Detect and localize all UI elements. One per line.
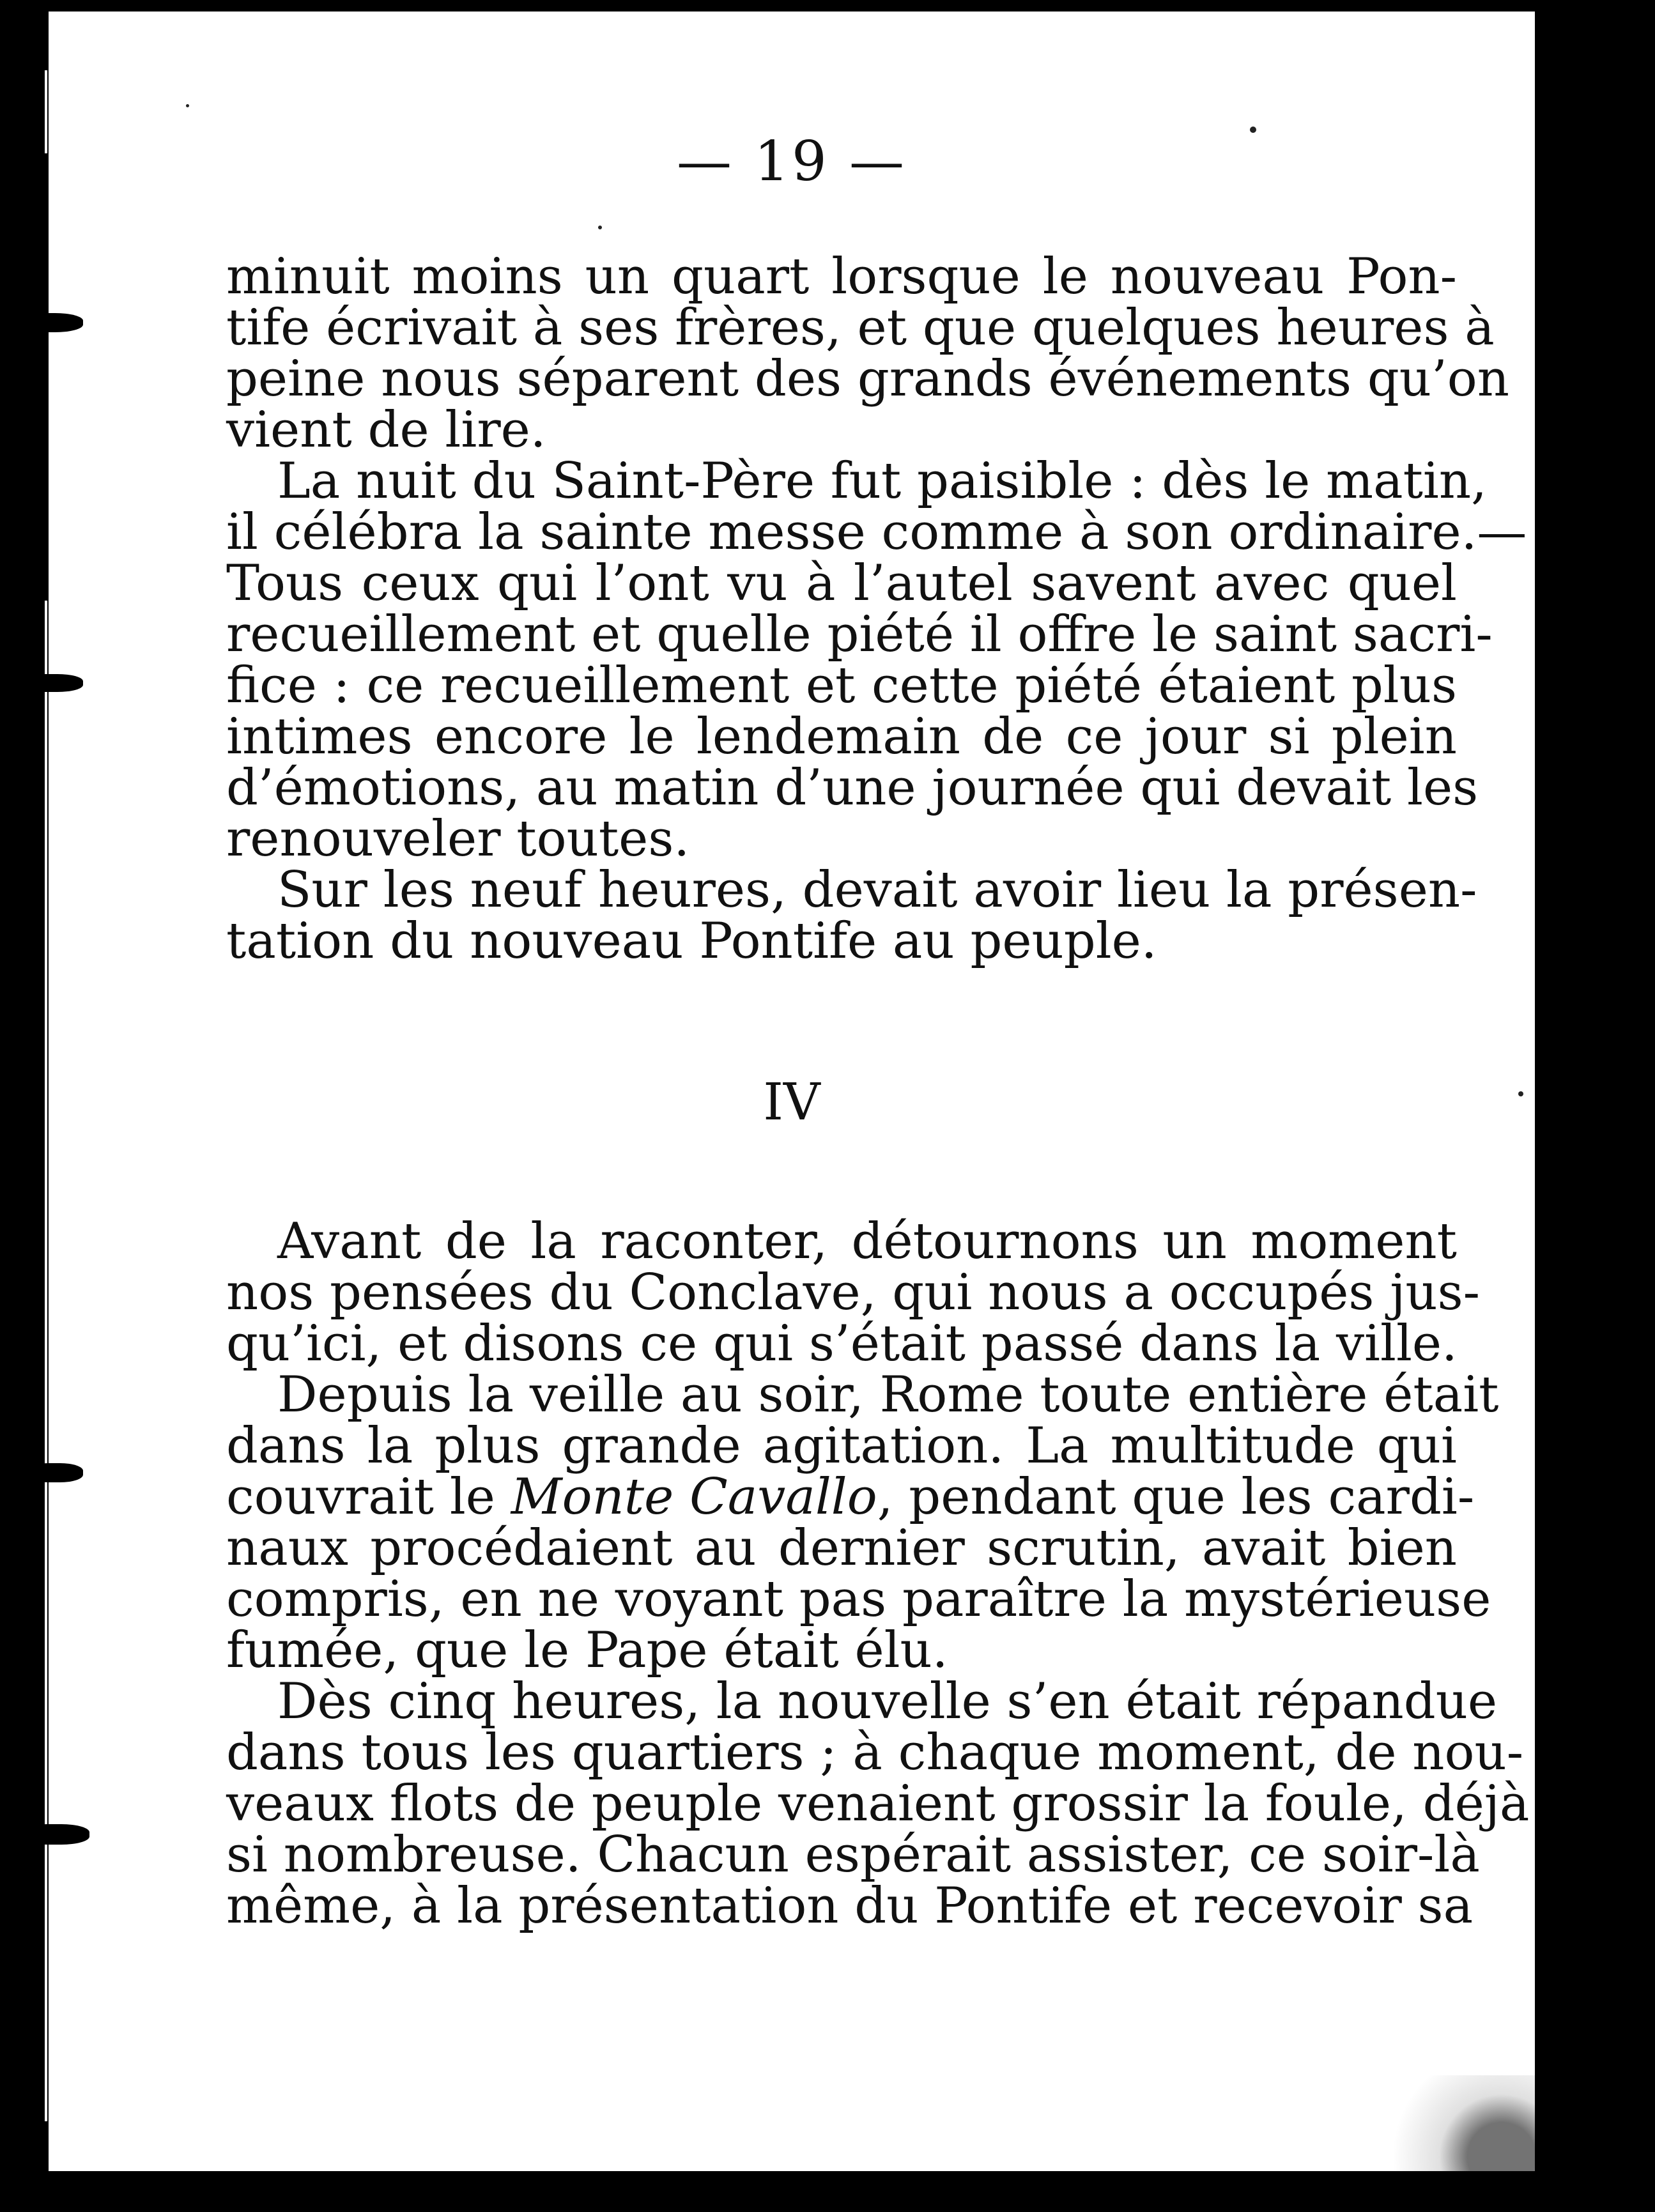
- ink-speck: [598, 226, 602, 229]
- text-line: renouveler toutes.: [226, 810, 690, 868]
- text-line: tation du nouveau Pontife au peuple.: [226, 912, 1157, 970]
- text-line: nos pensées du Conclave, qui nous a occupés jus-: [226, 1264, 1481, 1321]
- binding-thread: [45, 70, 47, 153]
- page-corner-wear: [1369, 2075, 1535, 2171]
- text-line: Tous ceux qui l’ont vu à l’autel savent avec quel: [226, 555, 1457, 612]
- text-line: Depuis la veille au soir, Rome toute entière était: [277, 1366, 1499, 1424]
- text-line: La nuit du Saint-Père fut paisible : dès le matin,: [277, 452, 1487, 510]
- book-page: [49, 12, 1535, 2171]
- text-line: Avant de la raconter, détournons un moment: [277, 1213, 1457, 1270]
- text-line: dans tous les quartiers ; à chaque moment, de nou-: [226, 1724, 1524, 1781]
- text-line: tife écrivait à ses frères, et que quelques heures à: [226, 299, 1495, 357]
- text-line-pre: couvrait le: [226, 1468, 511, 1526]
- text-line: naux procédaient au dernier scrutin, avait bien: [226, 1519, 1457, 1577]
- text-line: si nombreuse. Chacun espérait assister, ce soir-là: [226, 1826, 1480, 1884]
- binding-thread: [45, 601, 47, 2121]
- paragraph-block-2: [226, 1213, 1530, 1935]
- text-line: fumée, que le Pape était élu.: [226, 1622, 948, 1679]
- text-line: minuit moins un quart lorsque le nouveau Pon-: [226, 248, 1457, 305]
- binding-stitch: [26, 1463, 83, 1482]
- page-number: — 19 —: [676, 130, 907, 194]
- text-line: d’émotions, au matin d’une journée qui devait les: [226, 759, 1479, 817]
- text-line: il célébra la sainte messe comme à son ordinaire.—: [226, 503, 1527, 561]
- text-line: fice : ce recueillement et cette piété étaient plus: [226, 657, 1457, 714]
- text-line: qu’ici, et disons ce qui s’était passé dans la ville.: [226, 1315, 1458, 1372]
- italic-phrase: Monte Cavallo: [511, 1468, 877, 1526]
- ink-speck: [1518, 1091, 1523, 1096]
- text-line: veaux flots de peuple venaient grossir la foule, déjà: [226, 1775, 1530, 1832]
- binding-stitch: [19, 1824, 89, 1845]
- ink-speck: [186, 104, 189, 107]
- binding-stitch: [13, 313, 83, 332]
- binding-stitch: [19, 674, 83, 692]
- text-line: [226, 1468, 1475, 1526]
- text-line: Sur les neuf heures, devait avoir lieu la présen-: [277, 861, 1477, 919]
- text-line: intimes encore le lendemain de ce jour si plein: [226, 708, 1457, 765]
- text-line: recueillement et quelle piété il offre le saint sacri-: [226, 606, 1493, 663]
- text-line: compris, en ne voyant pas paraître la mystérieuse: [226, 1571, 1491, 1628]
- paragraph-block-1: [226, 248, 1527, 970]
- text-line: vient de lire.: [226, 401, 546, 459]
- section-heading: IV: [763, 1072, 820, 1132]
- text-line: Dès cinq heures, la nouvelle s’en était répandue: [277, 1673, 1498, 1730]
- text-line: même, à la présentation du Pontife et recevoir sa: [226, 1877, 1474, 1935]
- ink-speck: [1250, 127, 1256, 133]
- text-line-post: , pendant que les cardi-: [877, 1468, 1475, 1526]
- text-line: dans la plus grande agitation. La multitude qui: [226, 1417, 1457, 1475]
- text-line: peine nous séparent des grands événements qu’on: [226, 350, 1510, 408]
